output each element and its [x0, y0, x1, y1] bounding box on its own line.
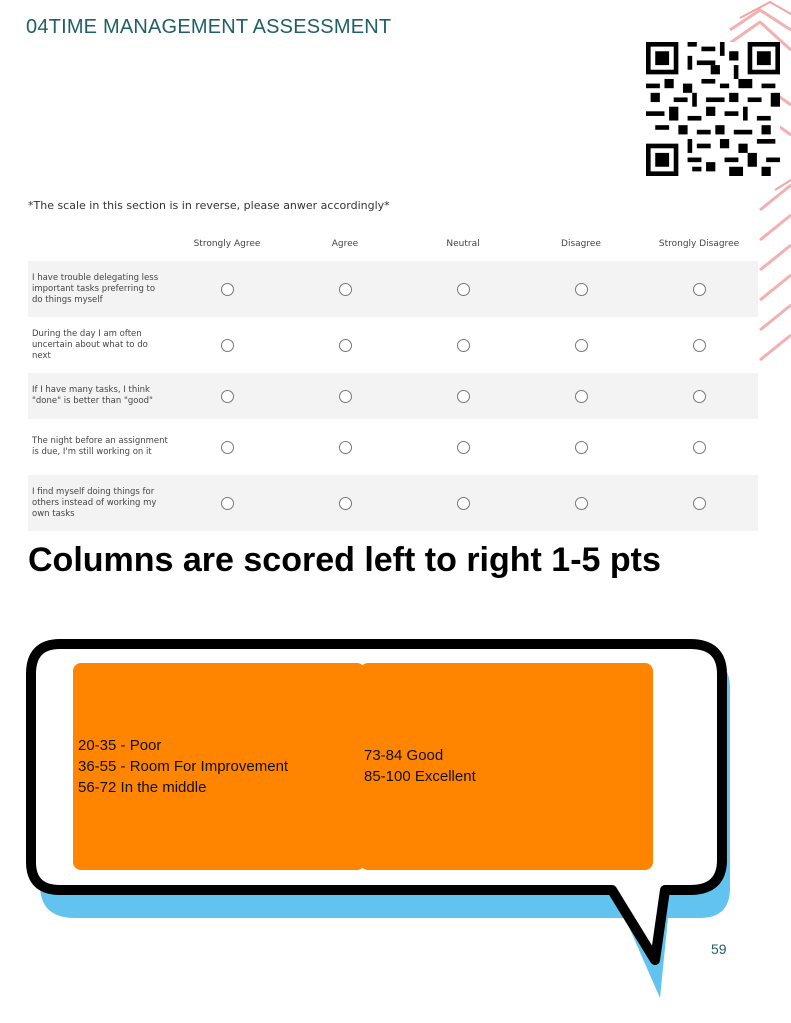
survey-row — [28, 373, 758, 419]
page-title: 04TIME MANAGEMENT ASSESSMENT — [26, 16, 392, 38]
radio-disagree[interactable] — [575, 441, 588, 454]
radio-strongly-agree[interactable] — [221, 497, 234, 510]
score-range-line: 73-84 Good — [364, 747, 444, 764]
score-range-box-left — [73, 663, 365, 870]
radio-strongly-disagree[interactable] — [693, 283, 706, 296]
section-note: *The scale in this section is in reverse, please anwer accordingly* — [28, 199, 390, 212]
column-header: Agree — [331, 239, 359, 249]
radio-neutral[interactable] — [457, 441, 470, 454]
radio-disagree[interactable] — [575, 390, 588, 403]
radio-strongly-agree[interactable] — [221, 339, 234, 352]
radio-strongly-disagree[interactable] — [693, 339, 706, 352]
radio-agree[interactable] — [339, 441, 352, 454]
radio-strongly-agree[interactable] — [221, 441, 234, 454]
radio-disagree[interactable] — [575, 497, 588, 510]
score-range-line: 36-55 - Room For Improvement — [78, 758, 289, 775]
qr-code-icon — [646, 42, 780, 176]
column-header: Disagree — [561, 239, 601, 249]
question-text: The night before an assignment is due, I'm still working on it — [32, 436, 168, 457]
survey-row — [28, 419, 758, 475]
column-header: Strongly Agree — [193, 239, 261, 249]
scoring-note: Columns are scored left to right 1-5 pts — [28, 541, 661, 579]
radio-neutral[interactable] — [457, 339, 470, 352]
survey-row — [28, 475, 758, 531]
question-text: I find myself doing things for others instead of working my own tasks — [32, 486, 157, 519]
radio-neutral[interactable] — [457, 497, 470, 510]
survey-row — [28, 261, 758, 317]
radio-agree[interactable] — [339, 339, 352, 352]
radio-neutral[interactable] — [457, 390, 470, 403]
column-header: Neutral — [446, 239, 480, 249]
radio-disagree[interactable] — [575, 283, 588, 296]
radio-neutral[interactable] — [457, 283, 470, 296]
radio-strongly-disagree[interactable] — [693, 497, 706, 510]
question-text: If I have many tasks, I think "done" is better than "good" — [32, 385, 153, 406]
radio-strongly-agree[interactable] — [221, 283, 234, 296]
column-header: Strongly Disagree — [658, 239, 740, 249]
radio-agree[interactable] — [339, 390, 352, 403]
score-range-box-right — [360, 663, 653, 870]
radio-strongly-agree[interactable] — [221, 390, 234, 403]
radio-strongly-disagree[interactable] — [693, 441, 706, 454]
question-text: During the day I am often uncertain about what to do next — [32, 328, 148, 361]
survey-row — [28, 317, 758, 373]
survey-header-row — [28, 227, 758, 261]
radio-agree[interactable] — [339, 497, 352, 510]
score-range-line: 85-100 Excellent — [364, 768, 476, 785]
page-number: 59 — [711, 941, 727, 957]
radio-strongly-disagree[interactable] — [693, 390, 706, 403]
likert-survey — [28, 227, 758, 531]
question-text: I have trouble delegating less important tasks preferring to do things myself — [32, 272, 159, 305]
radio-disagree[interactable] — [575, 339, 588, 352]
radio-agree[interactable] — [339, 283, 352, 296]
score-range-line: 20-35 - Poor — [78, 737, 162, 754]
score-range-line: 56-72 In the middle — [78, 779, 207, 796]
